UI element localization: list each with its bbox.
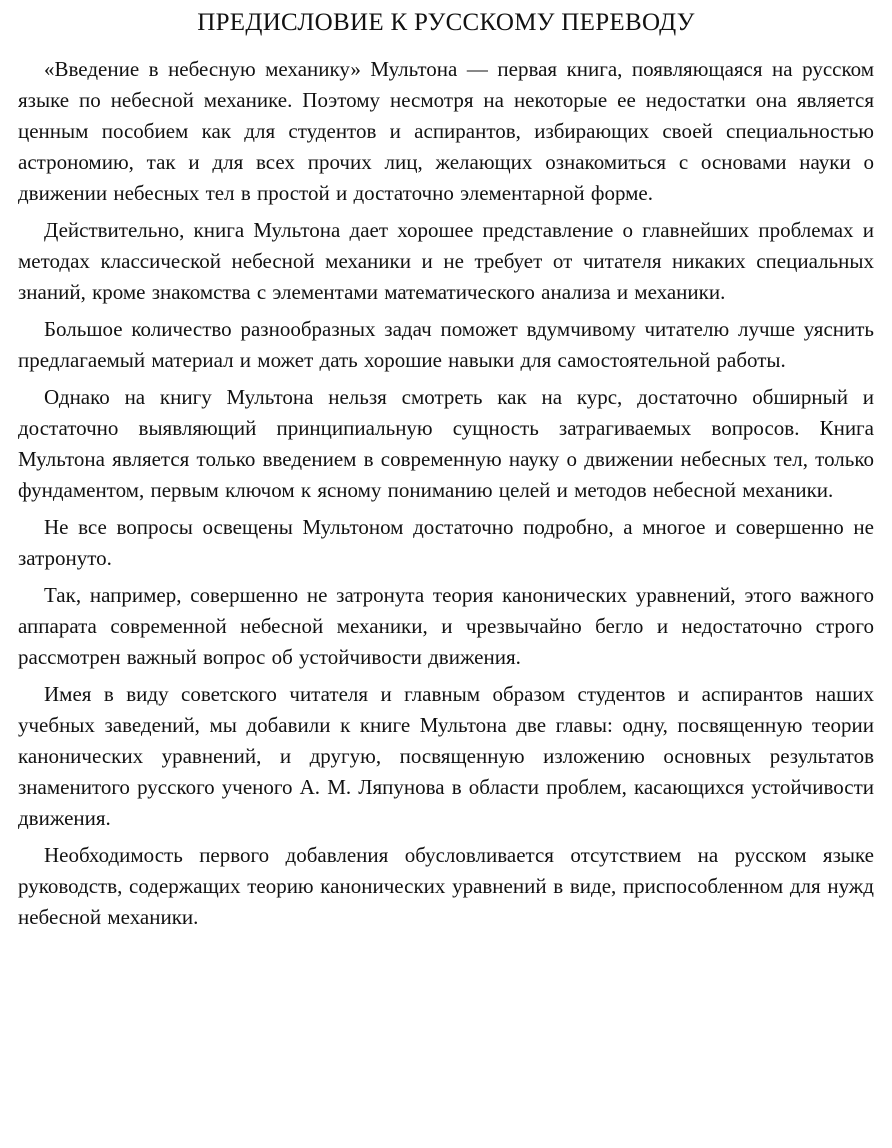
paragraph-8: Необходимость первого добавления обусловливается отсутствием на русском языке руководств, содержащих теорию канонических уравнений в виде, приспособленном для нужд небесной механики.: [18, 843, 874, 929]
paragraph-2: Действительно, книга Мультона дает хорошее представление о главнейших проблемах и методах классической небесной механики и не требует от читателя никаких специальных знаний, кроме знакомства с элементами математического анализа и механики.: [18, 218, 874, 304]
paragraph-5: Не все вопросы освещены Мультоном достаточно подробно, а многое и совершенно не затронуто.: [18, 515, 874, 570]
paragraph-4: Однако на книгу Мультона нельзя смотреть как на курс, достаточно обширный и достаточно выявляющий принципиальную сущность затрагиваемых вопросов. Книга Мультона является только введением в современную науку о движении небесных тел, только фундаментом, первым ключом к ясному пониманию целей и методов небесной механики.: [18, 385, 874, 502]
paragraph-7: Имея в виду советского читателя и главным образом студентов и аспирантов наших учебных заведений, мы добавили к книге Мультона две главы: одну, посвященную теории канонических уравнений, и другую, посвященную изложению основных результатов знаменитого русского ученого А. М. Ляпунова в области проблем, касающихся устойчивости движения.: [18, 682, 874, 830]
document-page: [18, 6, 874, 939]
paragraph-1: «Введение в небесную механику» Мультона — первая книга, появляющаяся на русском языке по небесной механике. Поэтому несмотря на некоторые ее недостатки она является ценным пособием как для студентов и аспирантов, избирающих своей специальностью астрономию, так и для всех прочих лиц, желающих ознакомиться с основами науки о движении небесных тел в простой и достаточно элементарной форме.: [18, 57, 874, 205]
paragraph-3: Большое количество разнообразных задач поможет вдумчивому читателю лучше уяснить предлагаемый материал и может дать хорошие навыки для самостоятельной работы.: [18, 317, 874, 372]
paragraph-6: Так, например, совершенно не затронута теория канонических уравнений, этого важного аппарата современной небесной механики, и чрезвычайно бегло и недостаточно строго рассмотрен важный вопрос об устойчивости движения.: [18, 583, 874, 669]
page-title: ПРЕДИСЛОВИЕ К РУССКОМУ ПЕРЕВОДУ: [197, 9, 695, 36]
